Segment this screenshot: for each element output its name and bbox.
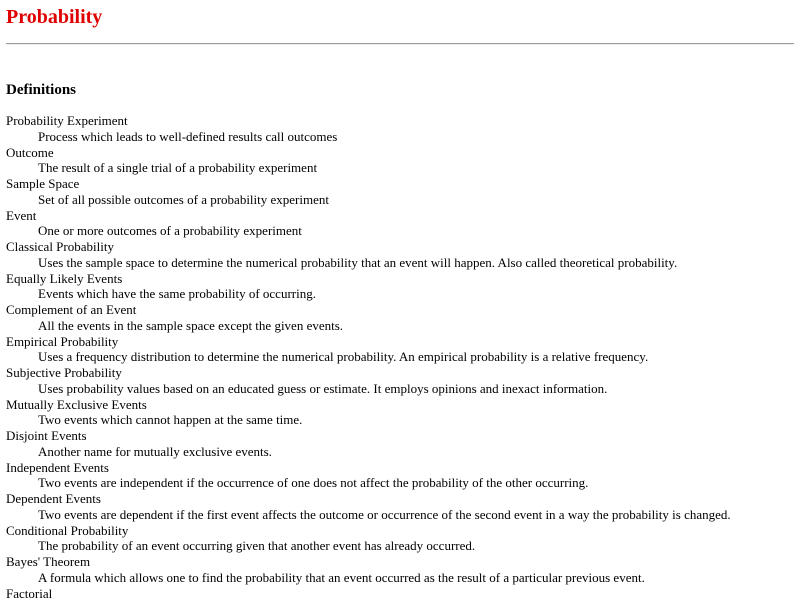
definition-text: The probability of an event occurring given that another event has already occurred. xyxy=(6,538,796,554)
definition-term: Mutually Exclusive Events xyxy=(6,397,796,413)
definition-text: All the events in the sample space except the given events. xyxy=(6,318,796,334)
definition-term: Probability Experiment xyxy=(6,113,796,129)
definition-term: Conditional Probability xyxy=(6,523,796,539)
definition-term: Bayes' Theorem xyxy=(6,554,796,570)
definition-term: Dependent Events xyxy=(6,491,796,507)
definition-term: Factorial xyxy=(6,586,796,601)
section-heading-definitions: Definitions xyxy=(6,81,76,99)
definition-text: One or more outcomes of a probability experiment xyxy=(6,223,796,239)
definition-term: Independent Events xyxy=(6,460,796,476)
definition-text: Events which have the same probability of occurring. xyxy=(6,286,796,302)
definition-term: Event xyxy=(6,208,796,224)
definition-text: The result of a single trial of a probability experiment xyxy=(6,160,796,176)
definition-text: Two events are independent if the occurrence of one does not affect the probability of the other occurring. xyxy=(6,475,796,491)
definition-text: Uses a frequency distribution to determine the numerical probability. An empirical probability is a relative frequency. xyxy=(6,349,796,365)
definition-term: Disjoint Events xyxy=(6,428,796,444)
definition-term: Classical Probability xyxy=(6,239,796,255)
definition-term: Complement of an Event xyxy=(6,302,796,318)
definition-term: Equally Likely Events xyxy=(6,271,796,287)
horizontal-rule xyxy=(6,43,794,45)
definitions-list xyxy=(6,113,796,601)
definition-term: Subjective Probability xyxy=(6,365,796,381)
definition-text: A formula which allows one to find the probability that an event occurred as the result of a particular previous event. xyxy=(6,570,796,586)
definition-text: Uses the sample space to determine the numerical probability that an event will happen. Also called theoretical probability. xyxy=(6,255,796,271)
definition-text: Uses probability values based on an educated guess or estimate. It employs opinions and inexact information. xyxy=(6,381,796,397)
definition-text: Another name for mutually exclusive events. xyxy=(6,444,796,460)
definition-term: Empirical Probability xyxy=(6,334,796,350)
definition-text: Process which leads to well-defined results call outcomes xyxy=(6,129,796,145)
definition-text: Set of all possible outcomes of a probability experiment xyxy=(6,192,796,208)
page-title: Probability xyxy=(6,5,102,29)
definition-term: Outcome xyxy=(6,145,796,161)
definition-term: Sample Space xyxy=(6,176,796,192)
definition-text: Two events which cannot happen at the same time. xyxy=(6,412,796,428)
definition-text: Two events are dependent if the first event affects the outcome or occurrence of the second event in a way the probability is changed. xyxy=(6,507,796,523)
